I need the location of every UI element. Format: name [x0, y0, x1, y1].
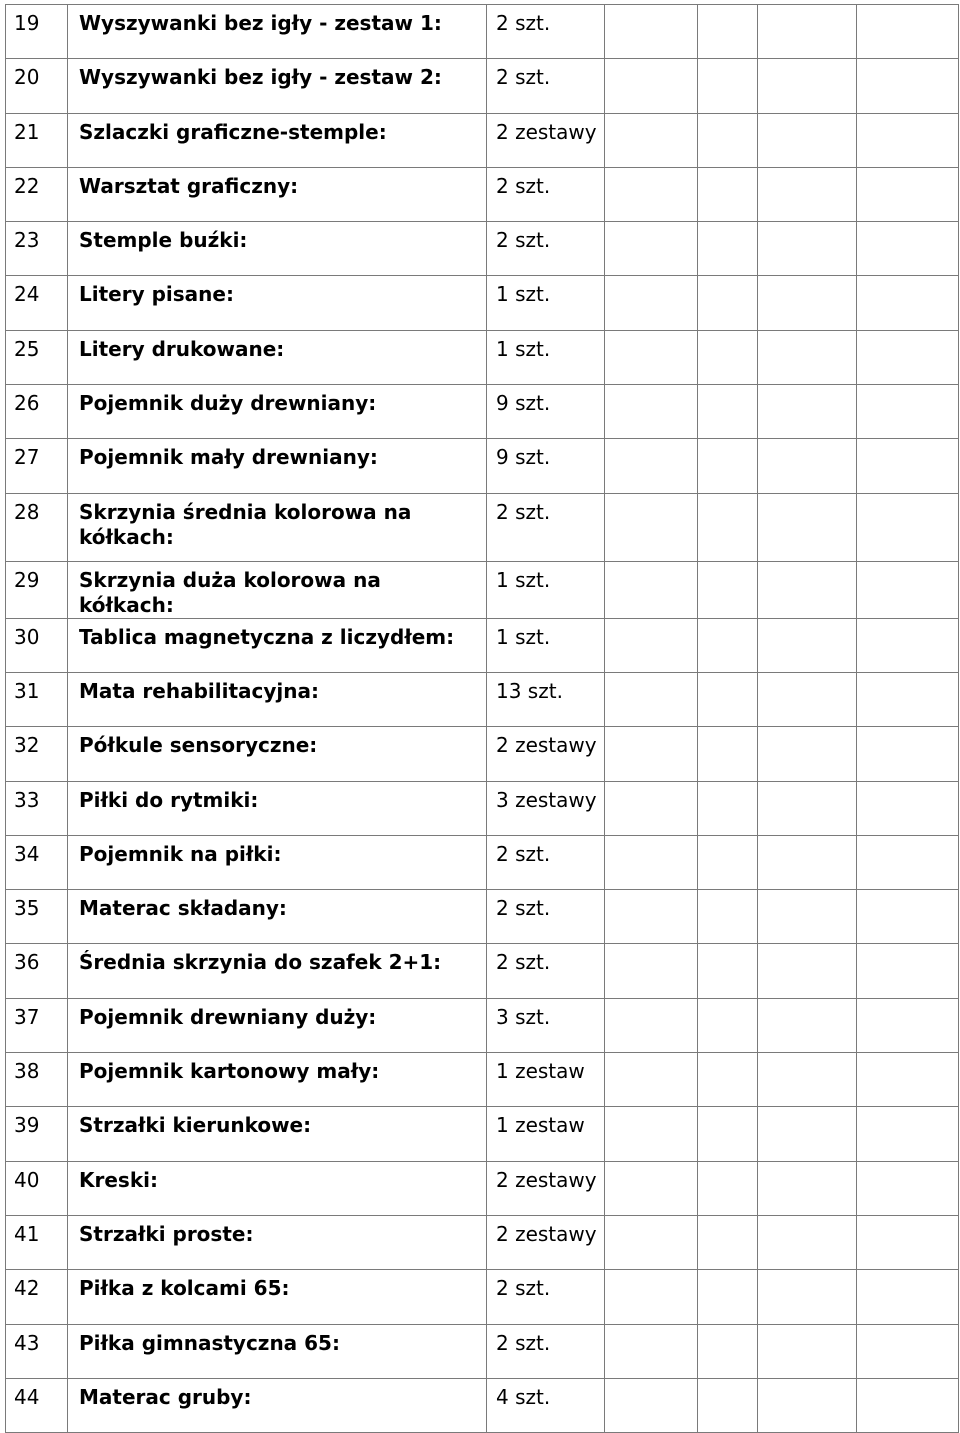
empty-cell	[857, 385, 959, 439]
empty-cell	[857, 781, 959, 835]
empty-cell	[605, 1053, 698, 1107]
item-quantity: 2 szt.	[487, 944, 605, 998]
row-number: 30	[6, 618, 68, 672]
item-name: Strzałki kierunkowe:	[68, 1107, 487, 1161]
row-number: 31	[6, 672, 68, 726]
table-row	[6, 944, 959, 998]
table-row	[6, 222, 959, 276]
table-row	[6, 59, 959, 113]
empty-cell	[605, 330, 698, 384]
empty-cell	[857, 618, 959, 672]
table-row	[6, 439, 959, 493]
row-number: 42	[6, 1270, 68, 1324]
table-row	[6, 781, 959, 835]
item-name: Kreski:	[68, 1161, 487, 1215]
empty-cell	[698, 1215, 758, 1269]
table-row	[6, 1161, 959, 1215]
table-body	[6, 5, 959, 1433]
empty-cell	[698, 835, 758, 889]
empty-cell	[857, 998, 959, 1052]
empty-cell	[605, 781, 698, 835]
empty-cell	[758, 561, 857, 618]
empty-cell	[857, 1324, 959, 1378]
table-row	[6, 1270, 959, 1324]
item-quantity: 13 szt.	[487, 672, 605, 726]
table-row	[6, 998, 959, 1052]
table-row	[6, 618, 959, 672]
empty-cell	[698, 727, 758, 781]
empty-cell	[857, 330, 959, 384]
empty-cell	[758, 493, 857, 561]
table-row	[6, 561, 959, 618]
empty-cell	[605, 59, 698, 113]
item-name: Skrzynia średnia kolorowa na kółkach:	[68, 493, 487, 561]
empty-cell	[857, 167, 959, 221]
empty-cell	[857, 1107, 959, 1161]
empty-cell	[857, 276, 959, 330]
empty-cell	[857, 1053, 959, 1107]
empty-cell	[857, 5, 959, 59]
row-number: 38	[6, 1053, 68, 1107]
empty-cell	[605, 998, 698, 1052]
item-name: Materac składany:	[68, 890, 487, 944]
empty-cell	[698, 1324, 758, 1378]
row-number: 44	[6, 1378, 68, 1432]
table-row	[6, 330, 959, 384]
empty-cell	[698, 222, 758, 276]
empty-cell	[857, 672, 959, 726]
item-quantity: 2 zestawy	[487, 1215, 605, 1269]
table-row	[6, 167, 959, 221]
equipment-table	[5, 4, 959, 1433]
empty-cell	[605, 1215, 698, 1269]
item-quantity: 2 szt.	[487, 890, 605, 944]
empty-cell	[758, 330, 857, 384]
item-name: Pojemnik kartonowy mały:	[68, 1053, 487, 1107]
empty-cell	[698, 1378, 758, 1432]
empty-cell	[698, 672, 758, 726]
empty-cell	[758, 59, 857, 113]
empty-cell	[758, 998, 857, 1052]
empty-cell	[605, 1161, 698, 1215]
empty-cell	[698, 1270, 758, 1324]
empty-cell	[758, 167, 857, 221]
empty-cell	[857, 890, 959, 944]
item-name: Wyszywanki bez igły - zestaw 1:	[68, 5, 487, 59]
item-quantity: 2 szt.	[487, 222, 605, 276]
empty-cell	[605, 493, 698, 561]
empty-cell	[605, 835, 698, 889]
empty-cell	[758, 944, 857, 998]
empty-cell	[758, 1161, 857, 1215]
empty-cell	[698, 439, 758, 493]
empty-cell	[698, 113, 758, 167]
empty-cell	[605, 167, 698, 221]
item-name: Pojemnik mały drewniany:	[68, 439, 487, 493]
empty-cell	[605, 385, 698, 439]
table-row	[6, 1215, 959, 1269]
row-number: 37	[6, 998, 68, 1052]
empty-cell	[857, 835, 959, 889]
empty-cell	[605, 618, 698, 672]
row-number: 34	[6, 835, 68, 889]
empty-cell	[758, 781, 857, 835]
empty-cell	[857, 1161, 959, 1215]
empty-cell	[857, 727, 959, 781]
item-name: Piłki do rytmiki:	[68, 781, 487, 835]
item-name: Wyszywanki bez igły - zestaw 2:	[68, 59, 487, 113]
empty-cell	[605, 113, 698, 167]
row-number: 27	[6, 439, 68, 493]
empty-cell	[698, 998, 758, 1052]
empty-cell	[857, 944, 959, 998]
table-row	[6, 1378, 959, 1432]
empty-cell	[857, 493, 959, 561]
empty-cell	[605, 1324, 698, 1378]
empty-cell	[698, 561, 758, 618]
item-quantity: 9 szt.	[487, 385, 605, 439]
empty-cell	[758, 113, 857, 167]
table-row	[6, 276, 959, 330]
row-number: 41	[6, 1215, 68, 1269]
item-name: Litery pisane:	[68, 276, 487, 330]
empty-cell	[698, 618, 758, 672]
item-quantity: 2 zestawy	[487, 727, 605, 781]
item-quantity: 2 zestawy	[487, 113, 605, 167]
empty-cell	[698, 385, 758, 439]
empty-cell	[698, 493, 758, 561]
row-number: 35	[6, 890, 68, 944]
empty-cell	[698, 944, 758, 998]
item-quantity: 3 szt.	[487, 998, 605, 1052]
item-name: Pojemnik drewniany duży:	[68, 998, 487, 1052]
item-quantity: 2 szt.	[487, 493, 605, 561]
item-name: Skrzynia duża kolorowa na kółkach:	[68, 561, 487, 618]
empty-cell	[698, 1161, 758, 1215]
empty-cell	[758, 1378, 857, 1432]
empty-cell	[758, 385, 857, 439]
empty-cell	[698, 1053, 758, 1107]
empty-cell	[605, 561, 698, 618]
empty-cell	[857, 1270, 959, 1324]
row-number: 28	[6, 493, 68, 561]
row-number: 23	[6, 222, 68, 276]
empty-cell	[698, 1107, 758, 1161]
item-quantity: 1 zestaw	[487, 1053, 605, 1107]
table-row	[6, 1053, 959, 1107]
row-number: 20	[6, 59, 68, 113]
item-name: Stemple buźki:	[68, 222, 487, 276]
table-row	[6, 1324, 959, 1378]
row-number: 36	[6, 944, 68, 998]
empty-cell	[698, 890, 758, 944]
item-name: Strzałki proste:	[68, 1215, 487, 1269]
item-name: Litery drukowane:	[68, 330, 487, 384]
empty-cell	[758, 672, 857, 726]
empty-cell	[605, 1270, 698, 1324]
empty-cell	[857, 1378, 959, 1432]
empty-cell	[857, 222, 959, 276]
empty-cell	[605, 1107, 698, 1161]
empty-cell	[698, 59, 758, 113]
empty-cell	[698, 276, 758, 330]
empty-cell	[605, 1378, 698, 1432]
table-row	[6, 5, 959, 59]
empty-cell	[758, 618, 857, 672]
empty-cell	[758, 1324, 857, 1378]
item-quantity: 3 zestawy	[487, 781, 605, 835]
row-number: 43	[6, 1324, 68, 1378]
empty-cell	[758, 1053, 857, 1107]
item-quantity: 2 szt.	[487, 5, 605, 59]
table-row	[6, 113, 959, 167]
row-number: 29	[6, 561, 68, 618]
item-quantity: 1 szt.	[487, 561, 605, 618]
empty-cell	[857, 1215, 959, 1269]
empty-cell	[605, 276, 698, 330]
item-name: Materac gruby:	[68, 1378, 487, 1432]
empty-cell	[857, 59, 959, 113]
item-quantity: 2 szt.	[487, 835, 605, 889]
item-name: Warsztat graficzny:	[68, 167, 487, 221]
empty-cell	[698, 167, 758, 221]
row-number: 32	[6, 727, 68, 781]
empty-cell	[758, 439, 857, 493]
item-name: Szlaczki graficzne-stemple:	[68, 113, 487, 167]
item-quantity: 9 szt.	[487, 439, 605, 493]
item-quantity: 1 szt.	[487, 276, 605, 330]
row-number: 40	[6, 1161, 68, 1215]
item-quantity: 1 szt.	[487, 330, 605, 384]
item-name: Pojemnik na piłki:	[68, 835, 487, 889]
empty-cell	[605, 222, 698, 276]
empty-cell	[758, 727, 857, 781]
table-row	[6, 493, 959, 561]
row-number: 22	[6, 167, 68, 221]
item-name: Piłka z kolcami 65:	[68, 1270, 487, 1324]
item-quantity: 2 zestawy	[487, 1161, 605, 1215]
row-number: 39	[6, 1107, 68, 1161]
empty-cell	[698, 330, 758, 384]
row-number: 25	[6, 330, 68, 384]
empty-cell	[758, 835, 857, 889]
empty-cell	[857, 561, 959, 618]
table-row	[6, 672, 959, 726]
item-quantity: 1 szt.	[487, 618, 605, 672]
item-quantity: 2 szt.	[487, 1270, 605, 1324]
item-name: Średnia skrzynia do szafek 2+1:	[68, 944, 487, 998]
item-name: Mata rehabilitacyjna:	[68, 672, 487, 726]
row-number: 26	[6, 385, 68, 439]
item-name: Półkule sensoryczne:	[68, 727, 487, 781]
item-quantity: 4 szt.	[487, 1378, 605, 1432]
empty-cell	[758, 5, 857, 59]
empty-cell	[758, 890, 857, 944]
table-row	[6, 835, 959, 889]
empty-cell	[857, 113, 959, 167]
empty-cell	[605, 439, 698, 493]
empty-cell	[758, 1107, 857, 1161]
empty-cell	[605, 944, 698, 998]
empty-cell	[698, 781, 758, 835]
empty-cell	[758, 222, 857, 276]
item-quantity: 2 szt.	[487, 167, 605, 221]
row-number: 33	[6, 781, 68, 835]
table-row	[6, 1107, 959, 1161]
empty-cell	[758, 1270, 857, 1324]
table-row	[6, 385, 959, 439]
empty-cell	[605, 727, 698, 781]
item-name: Tablica magnetyczna z liczydłem:	[68, 618, 487, 672]
item-quantity: 2 szt.	[487, 59, 605, 113]
empty-cell	[605, 890, 698, 944]
item-name: Pojemnik duży drewniany:	[68, 385, 487, 439]
row-number: 24	[6, 276, 68, 330]
empty-cell	[605, 672, 698, 726]
item-name: Piłka gimnastyczna 65:	[68, 1324, 487, 1378]
item-quantity: 2 szt.	[487, 1324, 605, 1378]
empty-cell	[605, 5, 698, 59]
empty-cell	[698, 5, 758, 59]
row-number: 19	[6, 5, 68, 59]
table-row	[6, 890, 959, 944]
row-number: 21	[6, 113, 68, 167]
empty-cell	[758, 276, 857, 330]
empty-cell	[758, 1215, 857, 1269]
table-row	[6, 727, 959, 781]
item-quantity: 1 zestaw	[487, 1107, 605, 1161]
empty-cell	[857, 439, 959, 493]
